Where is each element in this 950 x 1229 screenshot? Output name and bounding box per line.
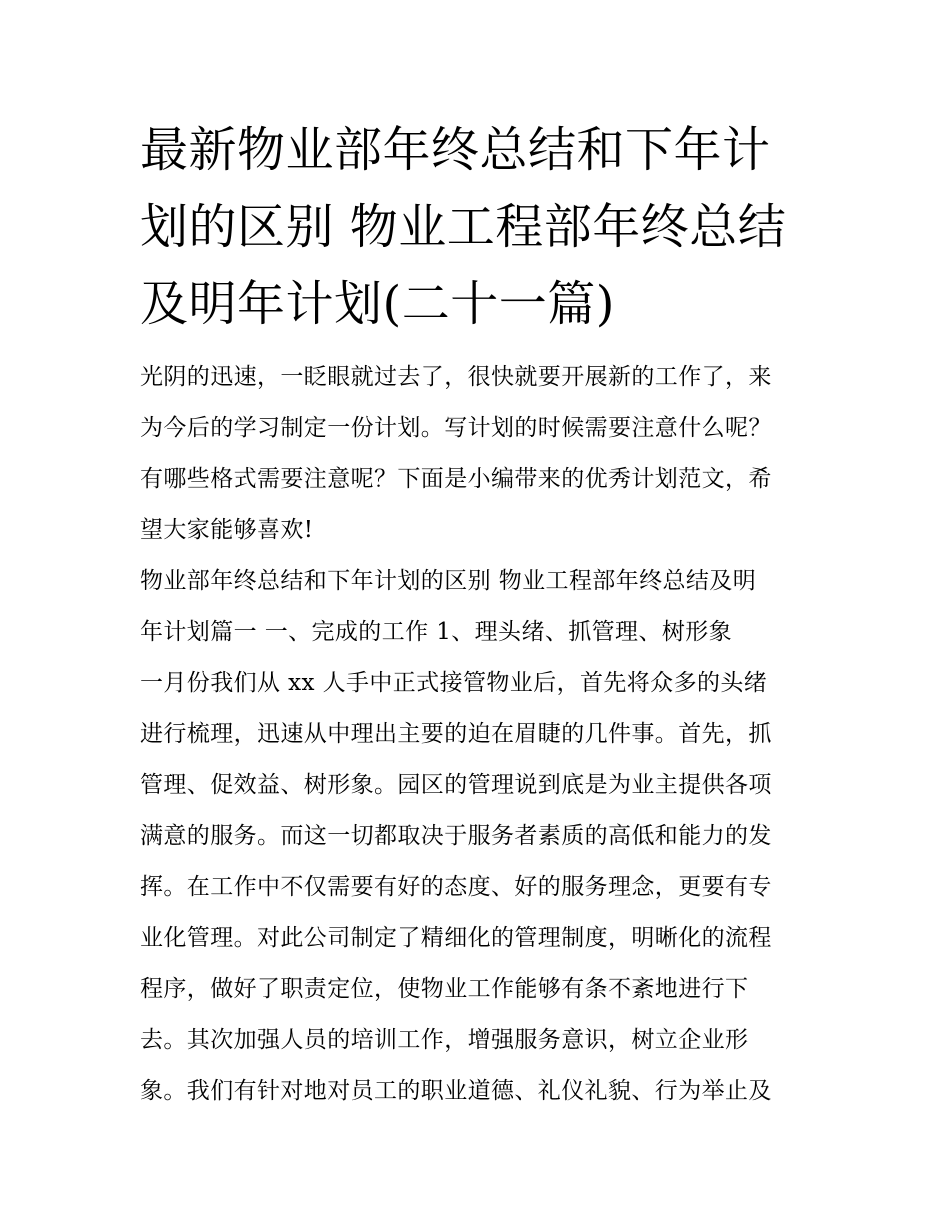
title-line: 最新物业部年终总结和下年计	[140, 122, 771, 178]
body-line: 程序，做好了职责定位，使物业工作能够有条不紊地进行下	[140, 976, 749, 1002]
body-line: 年计划篇一 一、完成的工作 1、理头绪、抓管理、树形象	[140, 619, 733, 645]
body-line: 满意的服务。而这一切都取决于服务者素质的高低和能力的发	[140, 823, 772, 849]
body-line: 望大家能够喜欢!	[140, 517, 314, 543]
body-line: 进行梳理，迅速从中理出主要的迫在眉睫的几件事。首先，抓	[140, 721, 772, 747]
body-line: 为今后的学习制定一份计划。写计划的时候需要注意什么呢？	[140, 415, 772, 441]
body-line: 管理、促效益、树形象。园区的管理说到底是为业主提供各项	[140, 772, 772, 798]
document-page	[140, 112, 814, 1117]
body-line: 去。其次加强人员的培训工作，增强服务意识，树立企业形	[140, 1027, 749, 1053]
body-line: 象。我们有针对地对员工的职业道德、礼仪礼貌、行为举止及	[140, 1078, 772, 1104]
title-line: 划的区别 物业工程部年终总结	[140, 199, 787, 255]
body-line: 有哪些格式需要注意呢？下面是小编带来的优秀计划范文，希	[140, 466, 772, 492]
document-body	[140, 352, 814, 1117]
body-line: 挥。在工作中不仅需要有好的态度、好的服务理念，更要有专	[140, 874, 772, 900]
body-line: 物业部年终总结和下年计划的区别 物业工程部年终总结及明	[140, 568, 757, 594]
body-line: 一月份我们从 xx 人手中正式接管物业后，首先将众多的头绪	[140, 670, 768, 696]
title-line: 及明年计划(二十一篇)	[140, 276, 615, 332]
document-title	[140, 112, 814, 343]
body-line: 业化管理。对此公司制定了精细化的管理制度，明晰化的流程	[140, 925, 772, 951]
body-line: 光阴的迅速，一眨眼就过去了，很快就要开展新的工作了，来	[140, 364, 772, 390]
